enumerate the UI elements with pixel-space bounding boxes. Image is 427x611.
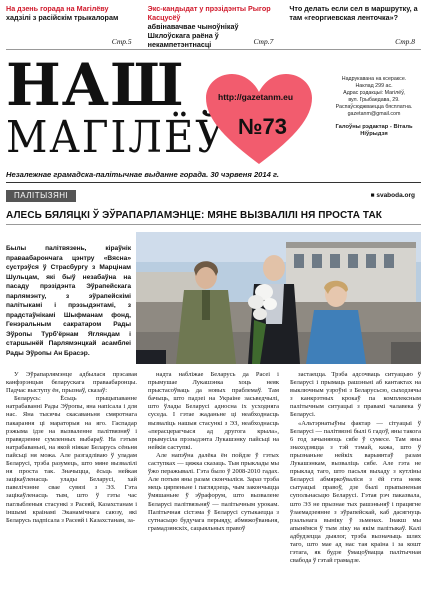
- paragraph: «Альтэрнатыўны фактар — сітуацыі ў Беларусі — палітвязні былі 6 гадоў, яны такога 6 год зачыняюць сябе ў сумесе. Там яны знаходзяцца з тэй тэмай, кажа, што ў прызнаньне нейкіх варыянтаў разам Лукашэнкам, вызваліць сябе. Але гэта не прыклад таго, што пасьля выхаду з кутліны Беларусі абмяркоўваліся з ёй гэта неяк сытуацыі правоў, дзе былі прыпыненыя супольнасьцю Беларусі. Гэтая рэч паказвала, што ЭЗ не прызнае тых рашэньняў і працягне ўзаемадзеянне з эўрапейскай, каб дасягнуць рэальнага выніку ў зьменах. Інакш мы апынёмся ў тым ліку на якім палітыкаў. Калі адбудзецца дыялог, трэба вызначыць шлях таго, што мае ад нас тая краіна і за кошт гэтага, як будзе ўмацоўвацца палітычная свабода ў гэтай грамадзе.: [290, 419, 421, 565]
- imprint-line: Надрукавана на ксераксе.: [341, 76, 407, 82]
- teaser-2-page: Стр.7: [253, 37, 274, 46]
- paragraph: Але напэўна далёка ён пойдзе ў гэтых саступках — цяжка сказаць. Тыя прыклады мы ўжо перажывалі. Гэта было ў 2008-2010 гадах. Але потым яны разам скончыліся. Зараз трэба мець цярпеньне і паглядзець, чым закончыцца ўмяшаньне ў эўрафорум, што вызвалене Беларусі палітвязьняў — палітычным урокам. Палітычная сістэма ў Беларусі сутыкаецца з сутнасьцю будучага перыяду, абмяжоўваньня, грамадзянскіх, сацыяльных правоў: [148, 451, 279, 532]
- paragraph: У Эўрапарлямэнце адбылася прэсавая канфэрэнцыя беларускага праваабаронцы. Падчас выступу ён, прызнаў, сказаў:: [6, 371, 137, 395]
- paragraph: застаецца. Трэба адсочваць ситуацыю ў Беларусі і прымаць рашэньні аб кантактах на выключным узроўні з Беларусьсю, сыходзячы з канкрэтных крокаў па комплексным палітычным ситуацыі з правамі чалавека ў Беларусі.: [290, 371, 421, 419]
- paragraph: Беларусь: Ёсьць прыцыпаванне натрабаванні Рады Эўропы, яна напісала і для нас. Яна тысячы скасаваньня смяротнага пакарання ці мараторыя на яго. Гаспадар рэжыма ідзе на вызваленне палітвязняў і правядзенне сумленных выбараў. На гэтым натрабаваньні, на якой ніякае Беларусь сёньня пайсьці ня можа. Але разгадліваю ў уладам Беларусі, трэба разумець, што мяне вызвалілі ня проста так. Значыцца, ёсьць нейкая зацікаўленасць улады Беларусі, хай павелічэнне свае сувязі з ЭЗ. Гэта зацікаўленасць тым, што ў гэты час паглыбленыя стасункі з Расеяй, Казахстанам і іншымі краінамі Эканамічнага саюзу, які Беларусь падпісала з Расеяй і Казахстанам, за-: [6, 395, 137, 524]
- imprint-line: Распаўсюджваецца бясплатна.: [335, 104, 413, 110]
- section-label: ПАЛІТЫЗЯНІ: [6, 190, 76, 202]
- teaser-2[interactable]: [148, 4, 280, 48]
- imprint-line: Адрас рэдакцыі: Магілёў,: [343, 90, 405, 96]
- teaser-1-page: Стр.5: [111, 37, 132, 46]
- article-column-2: [148, 371, 279, 533]
- site-url[interactable]: http://gazetanm.eu: [218, 92, 294, 102]
- teaser-3-page: Стр.8: [395, 37, 416, 46]
- paragraph: надта набліжае Беларусь да Расеі і прымушае Лукашэнка хоць неяк прыстасоўваць да новых праблемаў. Там бачыць, што падзеі на Украіне засьведчылі, што ўлады Беларусі адносна іх усходняга суседа. І гэтае жаданьне ці неабходнасць вызваліць нашыя стасункі з ЭЗ, неабходнасць «перасцерагчыся ад другога крыла», прымусіла прэзыдэнта Лукашэнку пайсьці на нейкія саступкі.: [148, 371, 279, 451]
- teaser-2-red: Экс-кандыдат у прэзідэнты Рыгор Касцусёў: [147, 4, 271, 22]
- imprint-line: вул. Грыбаедава, 29.: [348, 97, 400, 103]
- title-line-2: МАГІЛЁЎ: [6, 112, 227, 163]
- title-line-1: НАШ: [6, 51, 185, 119]
- article-headline: АЛЕСЬ БЯЛЯЦКІ Ў ЭЎРАПАРЛАМЭНЦЕ: МЯНЕ ВЫЗВАЛІЛІ НЯ ПРОСТА ТАК: [6, 210, 383, 221]
- masthead-divider: [6, 182, 421, 183]
- imprint-box: [328, 76, 420, 138]
- teaser-1[interactable]: [6, 4, 138, 48]
- teaser-2-black: абвінавачвае чыноўнікаў Шклоўскага раёна ў некампетэнтнасці: [147, 22, 239, 49]
- article-column-3: [290, 371, 421, 565]
- headline-divider: [6, 224, 421, 225]
- source-credit: ■ svaboda.org: [370, 192, 415, 199]
- article-lead: Былы палітвязень, кіраўнік праваабарончага цэнтру «Вясна» сустрэўся ў Страсбургу з Марцінам Шульцам, які быў незабаўна на пасаду прэзідэнта Эўрапейскага парлямэнту, з эўрапейскімі палітыкамі і прэзыдэнтамі, з прадстаўнікамі Шыфманам фонд, Генэральным сакратаром Рады Эўропы Турб'ёрнам Ягляндам і старшынёй Парлямэнцкай асамблеі Рады Эўропы Ан Брасэр.: [6, 245, 131, 357]
- article-column-1: [6, 371, 137, 525]
- teaser-3-text: Что делать если сел в маршрутку, а там «георгиевская ленточка»?: [289, 4, 418, 22]
- imprint-email[interactable]: gazetanm@gmail.com: [347, 111, 401, 117]
- imprint-line: Наклад 299 ас.: [355, 83, 393, 89]
- masthead: [6, 51, 421, 184]
- teaser-1-red: На дзень горада на Магілёву: [6, 4, 109, 13]
- editor-credit: Галоўны рэдактар - Віталь Ніўрыдзя: [335, 124, 413, 137]
- teaser-3[interactable]: [289, 4, 421, 48]
- tagline: Незалежнае грамадска-палітычнае выданне горада. 30 чэрвеня 2014 г.: [6, 170, 280, 179]
- issue-number: №73: [238, 114, 287, 139]
- teaser-1-black: хадзілі з расійскім трыкалорам: [6, 13, 119, 22]
- article-photo: [136, 232, 421, 364]
- teaser-divider: [6, 49, 421, 50]
- teaser-strip: [6, 4, 421, 48]
